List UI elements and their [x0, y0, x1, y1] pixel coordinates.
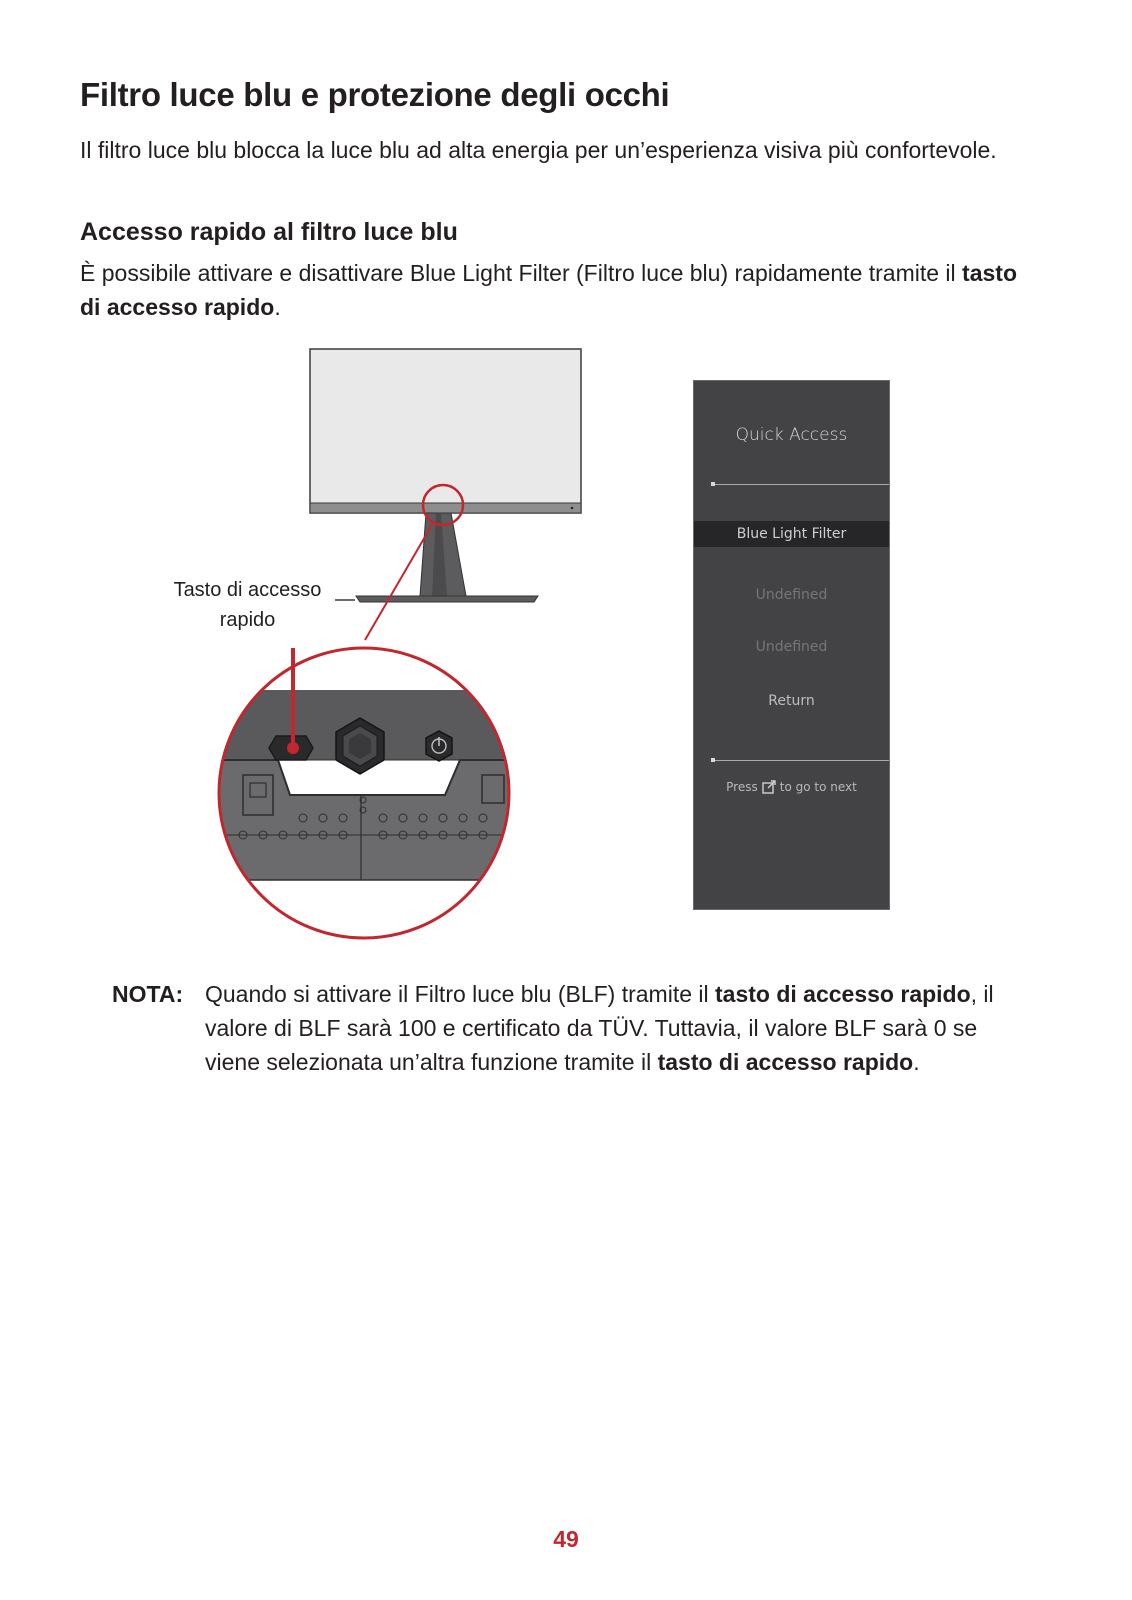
osd-item-undefined-2[interactable]: Undefined: [755, 639, 828, 655]
osd-item-undefined-1[interactable]: Undefined: [755, 587, 828, 603]
page-number: 49: [553, 1526, 579, 1552]
external-link-icon: [762, 780, 776, 794]
note-label: NOTA:: [112, 981, 184, 1007]
figure-caption: Tasto di accesso rapido: [173, 579, 322, 631]
osd-title: Quick Access: [735, 425, 848, 445]
osd-divider: [714, 484, 889, 485]
section-heading: Accesso rapido al filtro luce blu: [80, 218, 458, 246]
page-title: Filtro luce blu e protezione degli occhi: [80, 76, 670, 113]
zoom-detail: [205, 640, 520, 940]
quick-access-osd: [693, 380, 890, 910]
power-button: [426, 731, 452, 761]
osd-divider: [714, 760, 889, 761]
intro-paragraph: Il filtro luce blu blocca la luce blu ad alta energia per un’esperienza visiva più confortevole.: [80, 137, 997, 163]
note-text: Quando si attivare il Filtro luce blu (BLF) tramite il tasto di accesso rapido, il valore di BLF sarà 100 e certificato da TÜV. Tuttavia, il valore BLF sarà 0 se viene selezionata un’altra funzione tramite il tasto di accesso rapido.: [205, 981, 994, 1075]
quick-access-key-term: tasto di accesso rapido: [80, 260, 1017, 320]
osd-hint: Press to go to next: [726, 780, 857, 794]
section-paragraph: È possibile attivare e disattivare Blue Light Filter (Filtro luce blu) rapidamente tramite il tasto di accesso rapido.: [80, 260, 1017, 320]
monitor-front: [310, 349, 581, 602]
monitor-illustration: [0, 340, 680, 940]
osd-item-return[interactable]: Return: [768, 693, 815, 709]
osd-item-blue-light-filter[interactable]: Blue Light Filter: [694, 521, 889, 547]
